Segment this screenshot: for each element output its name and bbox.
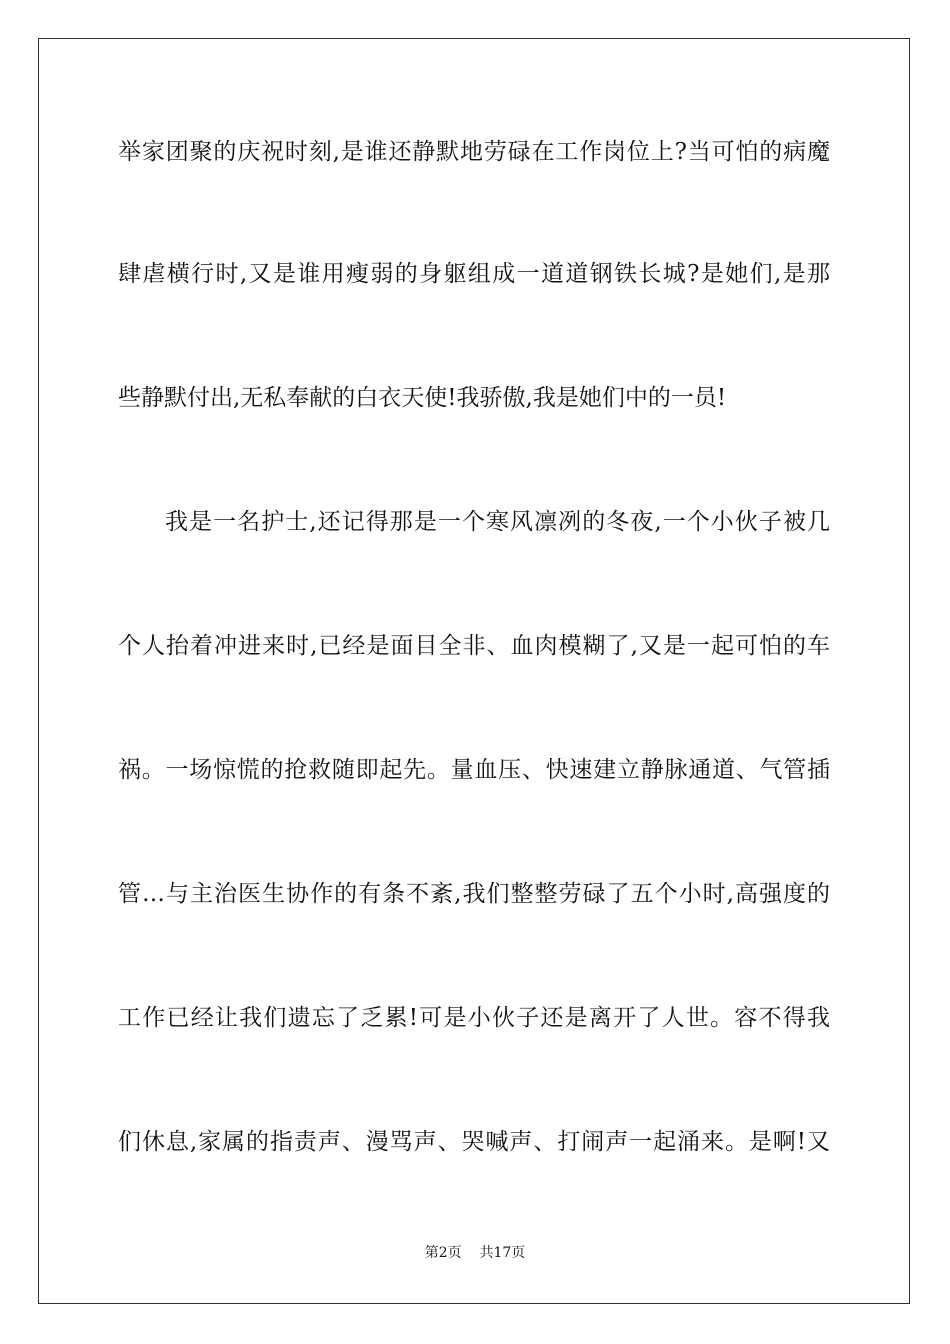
text-line-7: 管…与主治医生协作的有条不紊,我们整整劳碌了五个小时,高强度的 bbox=[118, 881, 830, 907]
page-border bbox=[38, 38, 910, 1304]
text-line-5: 个人抬着冲进来时,已经是面目全非、血肉模糊了,又是一起可怕的车 bbox=[118, 633, 830, 659]
text-line-3: 些静默付出,无私奉献的白衣天使!我骄傲,我是她们中的一员! bbox=[118, 385, 727, 411]
text-line-9: 们休息,家属的指责声、漫骂声、哭喊声、打闹声一起涌来。是啊!又 bbox=[118, 1129, 830, 1155]
text-line-4: 我是一名护士,还记得那是一个寒风凛冽的冬夜,一个小伙子被几 bbox=[165, 509, 830, 535]
text-line-2: 肆虐横行时,又是谁用瘦弱的身躯组成一道道钢铁长城?是她们,是那 bbox=[118, 261, 830, 287]
text-line-1: 举家团聚的庆祝时刻,是谁还静默地劳碌在工作岗位上?当可怕的病魔 bbox=[118, 139, 830, 165]
text-line-8: 工作已经让我们遗忘了乏累!可是小伙子还是离开了人世。容不得我 bbox=[118, 1005, 830, 1031]
text-line-6: 祸。一场惊慌的抢救随即起先。量血压、快速建立静脉通道、气管插 bbox=[118, 757, 830, 783]
page-number: 第2页 bbox=[424, 1245, 462, 1261]
page-total: 共17页 bbox=[479, 1245, 526, 1261]
page-footer bbox=[0, 1243, 950, 1263]
